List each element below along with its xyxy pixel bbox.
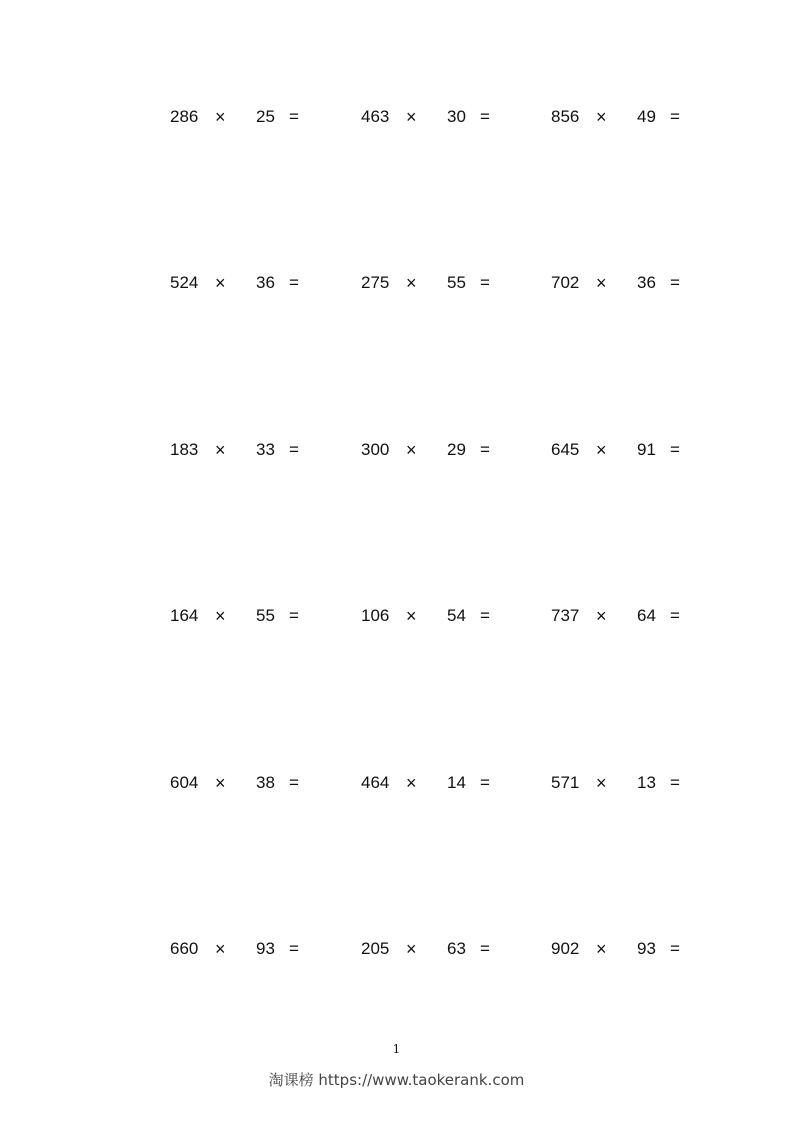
operand-b: 30	[447, 107, 466, 126]
equals-sign: =	[670, 939, 680, 958]
operand-b: 63	[447, 939, 466, 958]
operand-b: 33	[256, 440, 275, 459]
operand-b: 64	[637, 606, 656, 625]
problem-row	[0, 604, 793, 628]
multiply-sign: ×	[215, 773, 226, 793]
equals-sign: =	[670, 606, 680, 625]
operand-a: 106	[361, 606, 390, 625]
multiply-sign: ×	[596, 606, 607, 626]
multiply-sign: ×	[406, 606, 417, 626]
multiply-sign: ×	[215, 107, 226, 127]
equals-sign: =	[289, 773, 299, 792]
operand-b: 14	[447, 773, 466, 792]
multiply-sign: ×	[596, 107, 607, 127]
multiply-sign: ×	[406, 107, 417, 127]
multiply-sign: ×	[596, 773, 607, 793]
multiply-sign: ×	[215, 273, 226, 293]
operand-a: 856	[551, 107, 580, 126]
equals-sign: =	[289, 107, 299, 126]
problem-row	[0, 271, 793, 295]
operand-b: 91	[637, 440, 656, 459]
multiply-sign: ×	[406, 939, 417, 959]
equals-sign: =	[480, 273, 490, 292]
operand-b: 54	[447, 606, 466, 625]
multiply-sign: ×	[406, 273, 417, 293]
multiply-sign: ×	[215, 939, 226, 959]
operand-a: 463	[361, 107, 390, 126]
operand-b: 25	[256, 107, 275, 126]
equals-sign: =	[289, 939, 299, 958]
problem-row	[0, 771, 793, 795]
multiply-sign: ×	[215, 440, 226, 460]
operand-a: 205	[361, 939, 390, 958]
problem-row	[0, 105, 793, 129]
equals-sign: =	[480, 440, 490, 459]
operand-a: 660	[170, 939, 199, 958]
equals-sign: =	[670, 107, 680, 126]
operand-b: 49	[637, 107, 656, 126]
equals-sign: =	[289, 606, 299, 625]
operand-b: 93	[256, 939, 275, 958]
multiply-sign: ×	[596, 939, 607, 959]
operand-a: 737	[551, 606, 580, 625]
equals-sign: =	[289, 273, 299, 292]
operand-a: 464	[361, 773, 390, 792]
operand-a: 300	[361, 440, 390, 459]
operand-b: 36	[637, 273, 656, 292]
operand-a: 275	[361, 273, 390, 292]
operand-a: 286	[170, 107, 199, 126]
multiply-sign: ×	[406, 440, 417, 460]
operand-b: 13	[637, 773, 656, 792]
equals-sign: =	[480, 773, 490, 792]
operand-a: 702	[551, 273, 580, 292]
operand-b: 36	[256, 273, 275, 292]
footer-watermark: 淘课榜 https://www.taokerank.com	[268, 1071, 525, 1089]
equals-sign: =	[480, 939, 490, 958]
operand-a: 571	[551, 773, 580, 792]
page-number: 1	[392, 1042, 401, 1056]
multiply-sign: ×	[215, 606, 226, 626]
operand-a: 183	[170, 440, 199, 459]
equals-sign: =	[670, 273, 680, 292]
operand-b: 38	[256, 773, 275, 792]
operand-a: 645	[551, 440, 580, 459]
equals-sign: =	[480, 606, 490, 625]
operand-a: 164	[170, 606, 199, 625]
equals-sign: =	[480, 107, 490, 126]
equals-sign: =	[289, 440, 299, 459]
operand-b: 93	[637, 939, 656, 958]
operand-b: 55	[256, 606, 275, 625]
operand-a: 524	[170, 273, 199, 292]
equals-sign: =	[670, 440, 680, 459]
problem-row	[0, 438, 793, 462]
operand-b: 29	[447, 440, 466, 459]
multiply-sign: ×	[596, 440, 607, 460]
multiply-sign: ×	[406, 773, 417, 793]
operand-b: 55	[447, 273, 466, 292]
multiply-sign: ×	[596, 273, 607, 293]
operand-a: 604	[170, 773, 199, 792]
problem-row	[0, 937, 793, 961]
equals-sign: =	[670, 773, 680, 792]
operand-a: 902	[551, 939, 580, 958]
